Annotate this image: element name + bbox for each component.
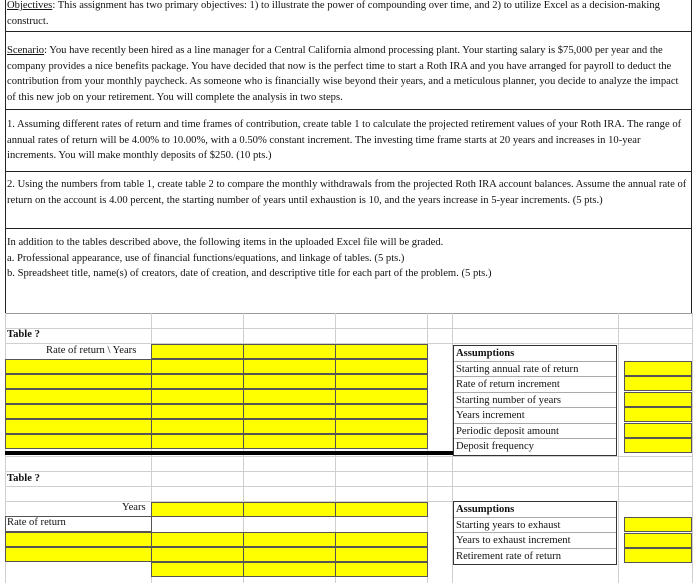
input-cell[interactable]: [5, 532, 152, 547]
table2-header-border: [5, 516, 152, 532]
input-cell[interactable]: [243, 562, 336, 577]
input-cell[interactable]: [335, 389, 428, 404]
input-cell[interactable]: [151, 547, 244, 562]
assumption-input-cell[interactable]: [624, 533, 692, 548]
assumption-input-cell[interactable]: [624, 517, 692, 532]
input-cell[interactable]: [243, 502, 336, 517]
table1-corner-label: Rate of return \ Years: [46, 345, 137, 356]
input-cell[interactable]: [335, 344, 428, 359]
input-cell[interactable]: [243, 389, 336, 404]
additional-item-b: b. Spreadsheet title, name(s) of creators, date of creation, and descriptive title for each part of the problem. (5 pts.): [7, 268, 492, 279]
assumption-label: Starting years to exhaust: [454, 518, 616, 534]
objectives-paragraph: [7, 0, 687, 29]
table2-rate-label: Rate of return: [7, 517, 66, 528]
additional-intro: In addition to the tables described above, the following items in the uploaded Excel file will be graded.: [7, 237, 444, 248]
assumption-label: Starting annual rate of return: [454, 362, 616, 378]
input-cell[interactable]: [151, 532, 244, 547]
assumption-input-cell[interactable]: [624, 548, 692, 563]
input-cell[interactable]: [151, 404, 244, 419]
input-cell[interactable]: [243, 434, 336, 449]
input-cell[interactable]: [335, 374, 428, 389]
scenario-label: Scenario: [7, 45, 45, 56]
input-cell[interactable]: [5, 389, 152, 404]
table1-bottom-border: [5, 451, 453, 455]
divider: [5, 171, 692, 172]
input-cell[interactable]: [335, 502, 428, 517]
input-cell[interactable]: [151, 359, 244, 374]
input-cell[interactable]: [151, 419, 244, 434]
step1-paragraph: 1. Assuming different rates of return and time frames of contribution, create table 1 to calculate the projected retirement values of your Roth IRA. The range of annual rates of return will be 4.00% to 10.00%, with a 0.50% constant increment. The investing time frame starts at 20 years and increases in 10-year increments. You will make monthly deposits of $250. (10 pts.): [7, 119, 682, 161]
additional-paragraph: [7, 235, 687, 282]
assumption-label: Deposit frequency: [456, 441, 534, 452]
divider: [5, 228, 692, 229]
input-cell[interactable]: [335, 532, 428, 547]
input-cell[interactable]: [151, 562, 244, 577]
input-cell[interactable]: [243, 547, 336, 562]
input-cell[interactable]: [243, 359, 336, 374]
assumption-input-cell[interactable]: [624, 361, 692, 376]
input-cell[interactable]: [5, 404, 152, 419]
assumption-label: Rate of return increment: [454, 377, 616, 393]
assumption-input-cell[interactable]: [624, 376, 692, 391]
additional-item-a: a. Professional appearance, use of financial functions/equations, and linkage of tables. (5 pts.): [7, 252, 405, 264]
assumption-input-cell[interactable]: [624, 407, 692, 422]
input-cell[interactable]: [243, 344, 336, 359]
input-cell[interactable]: [5, 547, 152, 562]
input-cell[interactable]: [335, 404, 428, 419]
objectives-label: Objectives: [7, 0, 53, 11]
input-cell[interactable]: [243, 532, 336, 547]
assumption-input-cell[interactable]: [624, 423, 692, 438]
assumption-label: Years to exhaust increment: [454, 533, 616, 549]
input-cell[interactable]: [335, 562, 428, 577]
assumption-label: Periodic deposit amount: [454, 424, 616, 440]
assumption-input-cell[interactable]: [624, 392, 692, 407]
input-cell[interactable]: [151, 389, 244, 404]
table2-years-label: Years: [122, 502, 146, 513]
input-cell[interactable]: [151, 502, 244, 517]
input-cell[interactable]: [335, 419, 428, 434]
input-cell[interactable]: [335, 547, 428, 562]
input-cell[interactable]: [243, 374, 336, 389]
table1-title: Table ?: [7, 329, 40, 340]
assumption-label: Starting number of years: [454, 393, 616, 409]
input-cell[interactable]: [243, 419, 336, 434]
divider: [5, 313, 692, 314]
input-cell[interactable]: [151, 434, 244, 449]
divider: [5, 109, 692, 110]
assumption-input-cell[interactable]: [624, 438, 692, 453]
divider: [5, 31, 692, 32]
table2-title: Table ?: [7, 473, 40, 484]
table2-assumptions: [453, 501, 617, 565]
input-cell[interactable]: [243, 404, 336, 419]
input-cell[interactable]: [335, 434, 428, 449]
input-cell[interactable]: [5, 434, 152, 449]
assumption-label: Years increment: [454, 408, 616, 424]
input-cell[interactable]: [5, 419, 152, 434]
input-cell[interactable]: [151, 374, 244, 389]
table1-assumptions: [453, 345, 617, 456]
objectives-text: : This assignment has two primary objectives: 1) to illustrate the power of compounding over time, and 2) to utilize Excel as a decision-making construct.: [7, 0, 660, 27]
input-cell[interactable]: [5, 374, 152, 389]
scenario-paragraph: [7, 43, 687, 105]
input-cell[interactable]: [151, 344, 244, 359]
step2-paragraph: 2. Using the numbers from table 1, create table 2 to compare the monthly withdrawals from the projected Roth IRA account balances. Assume the annual rate of return on the account is 4.00 percent, the starting number of years until exhaustion is 10, and the years increase in 5-year increments. (5 pts.): [7, 179, 687, 206]
assumptions-header: Assumptions: [454, 346, 616, 362]
assumptions-header: Assumptions: [454, 502, 616, 518]
input-cell[interactable]: [335, 359, 428, 374]
scenario-text: : You have recently been hired as a line manager for a Central California almond processing plant. Your starting salary is $75,000 per year and the company provides a nice benefits package. You have decided that now is the perfect time to start a Roth IRA and you have arranged for payroll to deduct the contribution from your monthly paycheck. As someone who is financially wise beyond their years, and a meticulous planner, you decide to analyze the impact of this new job on your retirement. You will complete the analysis in two steps.: [7, 45, 679, 103]
input-cell[interactable]: [5, 359, 152, 374]
assumption-label: Retirement rate of return: [456, 550, 562, 562]
